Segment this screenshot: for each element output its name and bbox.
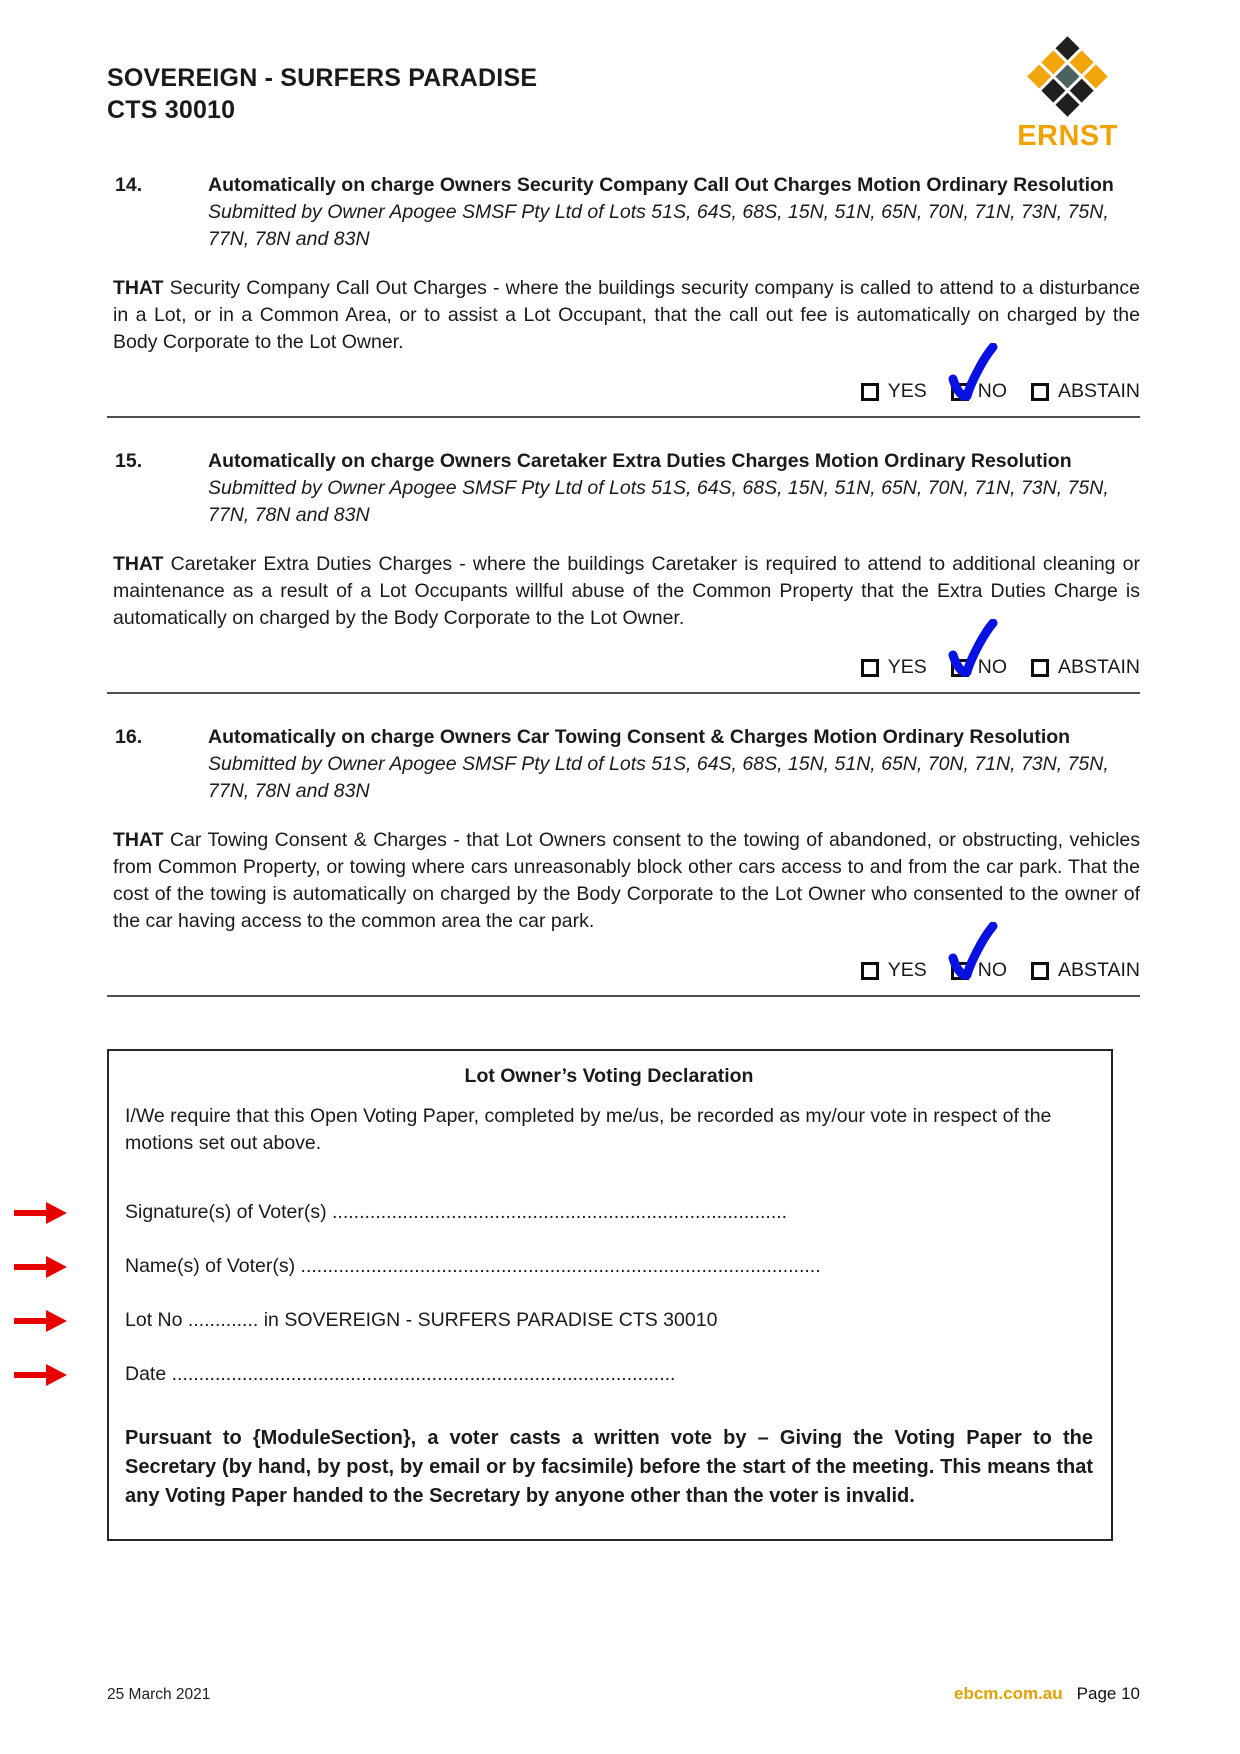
declaration-title: Lot Owner’s Voting Declaration — [464, 1065, 754, 1087]
ernst-logo — [1017, 34, 1118, 153]
motion-body-text: Caretaker Extra Duties Charges - where the buildings Caretaker is required to attend to additional cleaning or maintenance as a result of a Lot Occupants willful abuse of the Common Property that the Extra Duties Charge is automatically on charged by the Body Corporate to the Lot Owner. — [113, 553, 1140, 629]
yes-checkbox[interactable] — [861, 659, 879, 677]
page-subtitle: CTS 30010 — [107, 96, 236, 124]
abstain-checkbox[interactable] — [1031, 383, 1049, 401]
motion-body-text: Security Company Call Out Charges - where the buildings security company is called to attend to a disturbance in a Lot, or in a Common Area, or to assist a Lot Occupant, that the call out fee is automatically on charged by the Body Corporate to the Lot Owner. — [113, 277, 1140, 353]
motion-body-text: Car Towing Consent & Charges - that Lot Owners consent to the towing of abandoned, or obstructing, vehicles from Common Property, or towing where cars unreasonably block other cars access to and from the car park. That the cost of the towing is automatically on charged by the Body Corporate to the Lot Owner who consented to the owner of the car having access to the common area the car park. — [113, 829, 1140, 932]
pursuant-note: Pursuant to {ModuleSection}, a voter casts a written vote by – Giving the Voting Paper to the Secretary (by hand, by post, by email or by facsimile) before the start of the meeting. This means that any Voting Paper handed to the Secretary by anyone other than the voter is invalid. — [125, 1427, 1093, 1507]
footer-date: 25 March 2021 — [107, 1686, 211, 1703]
vote-option-abstain[interactable] — [1031, 656, 1140, 679]
vote-label: NO — [977, 959, 1007, 981]
vote-label: ABSTAIN — [1058, 959, 1140, 981]
lot-number-line[interactable] — [125, 1307, 1095, 1334]
motion-submitted-by: Submitted by Owner Apogee SMSF Pty Ltd of Lots 51S, 64S, 68S, 15N, 51N, 65N, 70N, 71N, 73N, 75N, 77N, 78N and 83N — [208, 477, 1109, 526]
abstain-checkbox[interactable] — [1031, 962, 1049, 980]
page-footer — [107, 1684, 1140, 1704]
motion-16-section — [107, 724, 1140, 997]
motion-body — [113, 827, 1140, 935]
vote-label: YES — [887, 380, 927, 402]
vote-label: YES — [887, 656, 927, 678]
vote-label: NO — [977, 656, 1007, 678]
footer-site-link[interactable]: ebcm.com.au — [954, 1684, 1063, 1703]
footer-page-number: Page 10 — [1076, 1684, 1140, 1703]
vote-row — [107, 656, 1140, 679]
no-checkbox[interactable] — [951, 383, 969, 401]
page-header — [107, 0, 1140, 126]
motion-body — [113, 275, 1140, 356]
red-arrow-icon — [12, 1200, 69, 1226]
abstain-checkbox[interactable] — [1031, 659, 1049, 677]
motion-body-lead: THAT — [113, 553, 164, 575]
lot-number-line-label: Lot No ............. in SOVEREIGN - SURFERS PARADISE CTS 30010 — [125, 1309, 718, 1331]
motion-15-section — [107, 448, 1140, 694]
red-arrow-icon — [12, 1362, 69, 1388]
yes-checkbox[interactable] — [861, 383, 879, 401]
vote-label: ABSTAIN — [1058, 656, 1140, 678]
date-line[interactable] — [125, 1361, 1095, 1388]
signature-line[interactable] — [125, 1199, 1095, 1226]
motion-body-lead: THAT — [113, 277, 164, 299]
motion-number: 15. — [115, 450, 143, 472]
no-checkbox[interactable] — [951, 962, 969, 980]
vote-option-yes[interactable] — [861, 959, 927, 982]
motion-body-lead: THAT — [113, 829, 164, 851]
vote-option-yes[interactable] — [861, 656, 927, 679]
vote-option-no[interactable] — [951, 959, 1007, 982]
ernst-logo-icon — [1026, 34, 1110, 118]
red-arrow-icon — [12, 1308, 69, 1334]
motion-body — [113, 551, 1140, 632]
yes-checkbox[interactable] — [861, 962, 879, 980]
motion-title: Automatically on charge Owners Security Company Call Out Charges Motion Ordinary Resolution — [208, 174, 1114, 196]
signature-line-label: Signature(s) of Voter(s) .................................................................................... — [125, 1201, 788, 1223]
vote-row — [107, 380, 1140, 403]
page-title: SOVEREIGN - SURFERS PARADISE — [107, 64, 538, 92]
section-divider — [107, 995, 1140, 997]
motion-14-section — [107, 172, 1140, 418]
name-line[interactable] — [125, 1253, 1095, 1280]
vote-label: ABSTAIN — [1058, 380, 1140, 402]
vote-option-abstain[interactable] — [1031, 380, 1140, 403]
vote-option-no[interactable] — [951, 380, 1007, 403]
vote-option-abstain[interactable] — [1031, 959, 1140, 982]
vote-option-no[interactable] — [951, 656, 1007, 679]
motion-title: Automatically on charge Owners Car Towing Consent & Charges Motion Ordinary Resolution — [208, 726, 1071, 748]
motion-submitted-by: Submitted by Owner Apogee SMSF Pty Ltd of Lots 51S, 64S, 68S, 15N, 51N, 65N, 70N, 71N, 73N, 75N, 77N, 78N and 83N — [208, 753, 1109, 802]
ernst-logo-text: ERNST — [1017, 120, 1118, 152]
declaration-box — [107, 1049, 1113, 1541]
date-line-label: Date ............................................................................................. — [125, 1363, 676, 1385]
motion-submitted-by: Submitted by Owner Apogee SMSF Pty Ltd of Lots 51S, 64S, 68S, 15N, 51N, 65N, 70N, 71N, 73N, 75N, 77N, 78N and 83N — [208, 201, 1109, 250]
vote-row — [107, 959, 1140, 982]
motion-number: 16. — [115, 726, 143, 748]
vote-label: YES — [887, 959, 927, 981]
red-arrow-icon — [12, 1254, 69, 1280]
section-divider — [107, 692, 1140, 694]
vote-label: NO — [977, 380, 1007, 402]
declaration-intro: I/We require that this Open Voting Paper, completed by me/us, be recorded as my/our vote in respect of the motions set out above. — [125, 1105, 1052, 1154]
motion-title: Automatically on charge Owners Caretaker Extra Duties Charges Motion Ordinary Resolution — [208, 450, 1072, 472]
no-checkbox[interactable] — [951, 659, 969, 677]
motion-number: 14. — [115, 174, 143, 196]
name-line-label: Name(s) of Voter(s) ................................................................................................ — [125, 1255, 821, 1277]
vote-option-yes[interactable] — [861, 380, 927, 403]
section-divider — [107, 416, 1140, 418]
